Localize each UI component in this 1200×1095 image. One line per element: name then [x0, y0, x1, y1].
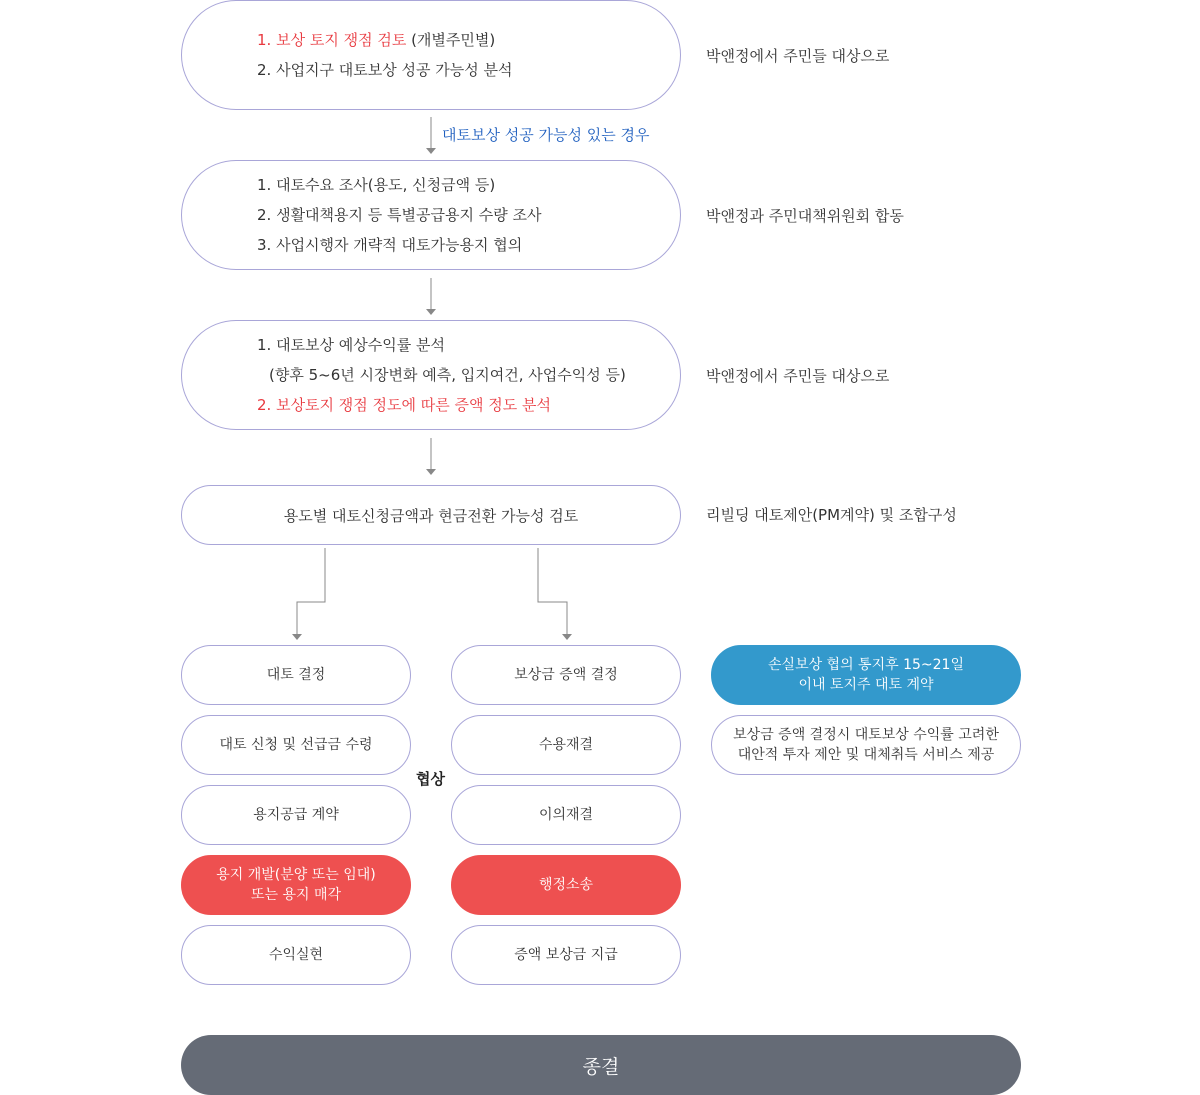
stage1-box — [181, 0, 681, 110]
stage4-box: 용도별 대토신청금액과 현금전환 가능성 검토 — [181, 485, 681, 545]
stage3-line1: 1. 대토보상 예상수익률 분석 — [257, 336, 446, 354]
stage2-line3: 3. 사업시행자 개략적 대토가능용지 협의 — [257, 236, 523, 254]
stage3-box — [181, 320, 681, 430]
negotiation-label: 협상 — [416, 770, 445, 788]
middle-step-3: 이의재결 — [451, 785, 681, 845]
left-step-3: 용지공급 계약 — [181, 785, 411, 845]
stage1-line1-rest: (개별주민별) — [406, 31, 496, 49]
stage3-note: 박앤정에서 주민들 대상으로 — [706, 367, 890, 385]
middle-step-1: 보상금 증액 결정 — [451, 645, 681, 705]
stage3-line2: 2. 보상토지 쟁점 정도에 따른 증액 정도 분석 — [257, 396, 552, 414]
stage1-note: 박앤정에서 주민들 대상으로 — [706, 47, 890, 65]
right-note-2: 보상금 증액 결정시 대토보상 수익률 고려한 대안적 투자 제안 및 대체취득 서비스 제공 — [711, 715, 1021, 775]
condition-label: 대토보상 성공 가능성 있는 경우 — [442, 126, 650, 144]
stage2-note: 박앤정과 주민대책위원회 합동 — [706, 207, 904, 225]
stage4-note: 리빌딩 대토제안(PM계약) 및 조합구성 — [706, 506, 957, 524]
stage1-line2: 2. 사업지구 대토보상 성공 가능성 분석 — [257, 61, 513, 79]
final-box: 종결 — [181, 1035, 1021, 1095]
stage3-line1b: (향후 5~6년 시장변화 예측, 입지여건, 사업수익성 등) — [269, 366, 626, 384]
stage1-line1-red: 1. 보상 토지 쟁점 검토 — [257, 31, 407, 49]
stage2-box — [181, 160, 681, 270]
stage2-line2: 2. 생활대책용지 등 특별공급용지 수량 조사 — [257, 206, 542, 224]
left-step-1: 대토 결정 — [181, 645, 411, 705]
stage1-line1 — [257, 25, 513, 55]
left-step-5: 수익실현 — [181, 925, 411, 985]
stage2-line1: 1. 대토수요 조사(용도, 신청금액 등) — [257, 176, 496, 194]
left-step-4: 용지 개발(분양 또는 임대) 또는 용지 매각 — [181, 855, 411, 915]
middle-step-2: 수용재결 — [451, 715, 681, 775]
left-step-2: 대토 신청 및 선급금 수령 — [181, 715, 411, 775]
right-note-1: 손실보상 협의 통지후 15~21일 이내 토지주 대토 계약 — [711, 645, 1021, 705]
middle-step-4: 행정소송 — [451, 855, 681, 915]
middle-step-5: 증액 보상금 지급 — [451, 925, 681, 985]
